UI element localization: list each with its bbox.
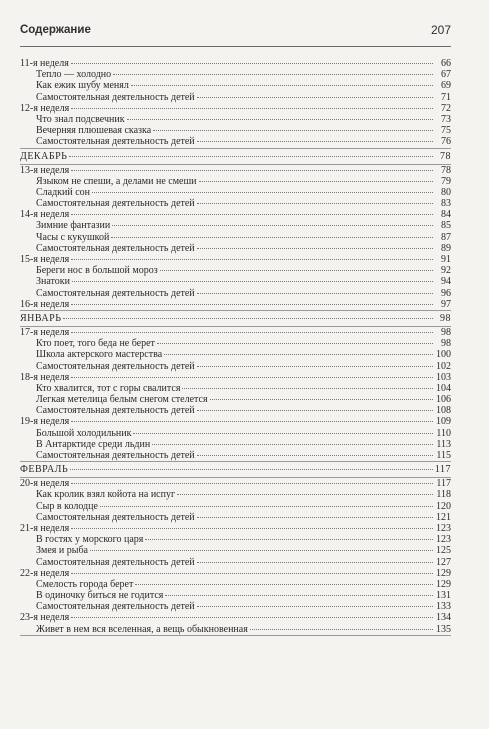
toc-week-entry bbox=[20, 327, 451, 338]
toc-leader-dots bbox=[71, 377, 433, 378]
toc-entry-text: 11-я неделя bbox=[20, 58, 69, 69]
toc-leader-dots bbox=[157, 343, 433, 344]
toc-leader-dots bbox=[197, 97, 433, 98]
toc-entry-text: В одиночку биться не годится bbox=[36, 590, 164, 602]
toc-page-number: 84 bbox=[441, 209, 451, 221]
toc-entry-text: Самостоятельная деятельность детей bbox=[36, 242, 195, 254]
toc-entry-text: Самостоятельная деятельность детей bbox=[36, 287, 195, 299]
toc-section bbox=[20, 149, 451, 311]
toc-leader-dots bbox=[197, 248, 433, 249]
toc-leader-dots bbox=[131, 85, 433, 86]
toc-leader-dots bbox=[71, 214, 433, 215]
toc-page-number: 106 bbox=[436, 394, 451, 406]
toc-section bbox=[20, 58, 451, 149]
toc-entry-text: Сыр в колодце bbox=[36, 500, 98, 512]
toc-entry-text: 22-я неделя bbox=[20, 567, 70, 579]
toc-page-number: 123 bbox=[436, 522, 451, 534]
toc-leader-dots bbox=[71, 108, 433, 109]
toc-leader-dots bbox=[165, 595, 433, 596]
toc-topic-entry bbox=[20, 349, 451, 360]
toc-leader-dots bbox=[197, 141, 433, 142]
toc-heading-text: ЯНВАРЬ bbox=[20, 312, 62, 324]
toc-topic-entry bbox=[20, 383, 451, 394]
toc-week-entry bbox=[20, 165, 451, 176]
page-title: Содержание bbox=[20, 24, 91, 36]
toc-page-number: 94 bbox=[441, 276, 451, 288]
toc-topic-entry bbox=[20, 601, 451, 612]
toc-page-number: 134 bbox=[436, 612, 451, 624]
toc-month-heading bbox=[20, 149, 451, 165]
toc-entry-text: Зимние фантазии bbox=[36, 220, 111, 232]
toc-leader-dots bbox=[197, 606, 433, 607]
toc-leader-dots bbox=[111, 237, 433, 238]
toc-leader-dots bbox=[113, 74, 433, 75]
toc-week-entry bbox=[20, 58, 451, 69]
toc-section bbox=[20, 462, 451, 636]
toc-topic-entry bbox=[20, 243, 451, 254]
toc-page-number: 100 bbox=[436, 349, 451, 361]
toc-topic-entry bbox=[20, 69, 451, 80]
toc-topic-entry bbox=[20, 394, 451, 405]
toc-entry-text: Самостоятельная деятельность детей bbox=[36, 360, 195, 372]
toc-page-number: 96 bbox=[441, 287, 451, 299]
toc-entry-text: Кто хвалится, тот с горы свалится bbox=[36, 382, 181, 394]
page-header bbox=[20, 22, 451, 47]
toc-topic-entry bbox=[20, 489, 451, 500]
toc-topic-entry bbox=[20, 288, 451, 299]
toc-entry-text: Часы с кукушкой bbox=[36, 231, 110, 243]
toc-leader-dots bbox=[69, 156, 433, 157]
toc-entry-text: Вечерняя плюшевая сказка bbox=[36, 125, 152, 137]
toc-topic-entry bbox=[20, 512, 451, 523]
toc-page-number: 80 bbox=[441, 186, 451, 198]
toc-entry-text: Легкая метелица белым снегом стелется bbox=[36, 394, 208, 406]
toc-entry-text: Самостоятельная деятельность детей bbox=[36, 91, 195, 103]
toc-leader-dots bbox=[71, 483, 433, 484]
toc-leader-dots bbox=[153, 130, 433, 131]
toc-week-entry bbox=[20, 254, 451, 265]
toc-entry-text: Тепло — холодно bbox=[36, 69, 112, 81]
toc-page-number: 108 bbox=[436, 405, 451, 417]
toc-leader-dots bbox=[100, 506, 433, 507]
page-number: 207 bbox=[430, 23, 451, 37]
toc-page-number: 98 bbox=[441, 326, 451, 338]
toc-week-entry bbox=[20, 612, 451, 623]
toc-page-number: 129 bbox=[436, 567, 451, 579]
toc-month-heading bbox=[20, 462, 451, 478]
toc-entry-text: 12-я неделя bbox=[20, 102, 70, 114]
toc-page-number: 91 bbox=[441, 254, 451, 265]
toc-page-number: 135 bbox=[436, 623, 451, 635]
toc-entry-text: 23-я неделя bbox=[20, 612, 70, 624]
toc-leader-dots bbox=[71, 332, 433, 333]
toc-leader-dots bbox=[152, 444, 433, 445]
toc-week-entry bbox=[20, 299, 451, 310]
toc-topic-entry bbox=[20, 590, 451, 601]
toc-page-number: 69 bbox=[441, 80, 451, 92]
toc-entry-text: Что знал подсвечник bbox=[36, 113, 125, 125]
toc-entry-text: В Антарктиде среди льдин bbox=[36, 438, 151, 450]
toc-entry-text: Самостоятельная деятельность детей bbox=[36, 198, 195, 210]
toc-entry-text: Школа актерского мастерства bbox=[36, 349, 163, 361]
toc-leader-dots bbox=[72, 281, 433, 282]
toc-leader-dots bbox=[71, 421, 433, 422]
toc-topic-entry bbox=[20, 361, 451, 372]
toc-entry-text: Самостоятельная деятельность детей bbox=[36, 136, 195, 148]
toc-month-heading bbox=[20, 311, 451, 327]
toc-page-number: 73 bbox=[441, 113, 451, 125]
toc-leader-dots bbox=[90, 550, 433, 551]
toc-leader-dots bbox=[112, 225, 433, 226]
toc-entry-text: Как ежик шубу менял bbox=[36, 80, 129, 92]
toc-section bbox=[20, 311, 451, 462]
toc-entry-text: Самостоятельная деятельность детей bbox=[36, 450, 195, 461]
toc-entry-text: Знатоки bbox=[36, 276, 70, 288]
toc-week-entry bbox=[20, 372, 451, 383]
toc-entry-text: 15-я неделя bbox=[20, 254, 70, 265]
toc-leader-dots bbox=[164, 354, 433, 355]
toc-topic-entry bbox=[20, 92, 451, 103]
toc-page-number: 110 bbox=[436, 427, 451, 439]
toc-leader-dots bbox=[145, 539, 433, 540]
toc-leader-dots bbox=[177, 494, 433, 495]
toc-topic-entry bbox=[20, 276, 451, 287]
toc-page-number: 123 bbox=[436, 534, 451, 546]
toc-topic-entry bbox=[20, 450, 451, 461]
toc-page-number: 120 bbox=[436, 500, 451, 512]
toc-entry-text: Смелость города берет bbox=[36, 578, 134, 590]
toc-leader-dots bbox=[71, 259, 433, 260]
toc-topic-entry bbox=[20, 265, 451, 276]
toc-topic-entry bbox=[20, 545, 451, 556]
toc-page-number: 125 bbox=[436, 545, 451, 557]
toc-entry-text: Береги нос в большой мороз bbox=[36, 265, 158, 277]
toc-page-number: 89 bbox=[441, 242, 451, 254]
toc-week-entry bbox=[20, 209, 451, 220]
toc-week-entry bbox=[20, 416, 451, 427]
toc-leader-dots bbox=[197, 517, 433, 518]
toc-page-number: 92 bbox=[441, 265, 451, 277]
toc-heading-text: ФЕВРАЛЬ bbox=[20, 464, 69, 476]
toc-leader-dots bbox=[197, 455, 433, 456]
toc-leader-dots bbox=[135, 584, 433, 585]
toc-week-entry bbox=[20, 103, 451, 114]
toc-page-number: 103 bbox=[436, 371, 451, 383]
toc-page-number: 67 bbox=[441, 69, 451, 81]
toc-topic-entry bbox=[20, 501, 451, 512]
toc-leader-dots bbox=[71, 573, 433, 574]
toc-entry-text: Языком не спеши, а делами не смеши bbox=[36, 175, 197, 187]
toc-page-number: 121 bbox=[436, 511, 451, 523]
toc-page-number: 78 bbox=[440, 150, 451, 162]
toc-topic-entry bbox=[20, 338, 451, 349]
toc-leader-dots bbox=[197, 366, 433, 367]
toc-entry-text: Самостоятельная деятельность детей bbox=[36, 556, 195, 568]
toc-page-number: 98 bbox=[440, 312, 451, 324]
toc-week-entry bbox=[20, 523, 451, 534]
toc-week-entry bbox=[20, 478, 451, 489]
toc-leader-dots bbox=[63, 318, 433, 319]
toc-entry-text: В гостях у морского царя bbox=[36, 534, 144, 546]
toc-page-number: 115 bbox=[436, 450, 451, 461]
toc-leader-dots bbox=[71, 170, 433, 171]
toc-leader-dots bbox=[70, 469, 433, 470]
toc-entry-text: Кто поет, того беда не берет bbox=[36, 338, 155, 350]
toc-page-number: 113 bbox=[436, 438, 451, 450]
toc-page-number: 71 bbox=[441, 91, 451, 103]
toc-entry-text: Самостоятельная деятельность детей bbox=[36, 405, 195, 417]
toc-entry-text: 19-я неделя bbox=[20, 416, 70, 428]
toc-entry-text: 21-я неделя bbox=[20, 522, 70, 534]
toc-heading-text: ДЕКАБРЬ bbox=[20, 150, 68, 162]
toc-leader-dots bbox=[197, 410, 433, 411]
toc-entry-text: Как кролик взял койота на испуг bbox=[36, 489, 176, 501]
toc-entry-text: Сладкий сон bbox=[36, 186, 91, 198]
toc-leader-dots bbox=[127, 119, 433, 120]
toc-page-number: 102 bbox=[436, 360, 451, 372]
toc-page-number: 75 bbox=[441, 125, 451, 137]
toc-topic-entry bbox=[20, 579, 451, 590]
toc-topic-entry bbox=[20, 114, 451, 125]
toc-topic-entry bbox=[20, 624, 451, 635]
toc-leader-dots bbox=[197, 203, 433, 204]
toc-leader-dots bbox=[182, 388, 433, 389]
toc-topic-entry bbox=[20, 136, 451, 147]
toc-page-number: 131 bbox=[436, 590, 451, 602]
toc-page-number: 129 bbox=[436, 578, 451, 590]
toc-topic-entry bbox=[20, 428, 451, 439]
toc-page-number: 79 bbox=[441, 175, 451, 187]
toc-topic-entry bbox=[20, 439, 451, 450]
toc-leader-dots bbox=[71, 528, 433, 529]
toc-leader-dots bbox=[133, 433, 433, 434]
toc-topic-entry bbox=[20, 80, 451, 91]
toc-page-number: 97 bbox=[441, 298, 451, 310]
toc-page-number: 117 bbox=[436, 478, 451, 490]
toc-topic-entry bbox=[20, 125, 451, 136]
toc-leader-dots bbox=[197, 293, 433, 294]
toc-topic-entry bbox=[20, 405, 451, 416]
toc-entry-text: Самостоятельная деятельность детей bbox=[36, 601, 195, 613]
toc-week-entry bbox=[20, 568, 451, 579]
toc-leader-dots bbox=[210, 399, 433, 400]
toc-leader-dots bbox=[92, 192, 433, 193]
toc-entry-text: Большой холодильник bbox=[36, 427, 132, 439]
toc-topic-entry bbox=[20, 176, 451, 187]
toc-entry-text: 17-я неделя bbox=[20, 326, 70, 338]
toc-entry-text: Змея и рыба bbox=[36, 545, 88, 557]
toc-entry-text: 13-я неделя bbox=[20, 164, 70, 176]
toc-page-number: 127 bbox=[436, 556, 451, 568]
toc-page-number: 87 bbox=[441, 231, 451, 243]
toc-entry-text: 20-я неделя bbox=[20, 478, 70, 490]
toc-page-number: 118 bbox=[436, 489, 451, 501]
toc-entry-text: 16-я неделя bbox=[20, 298, 70, 310]
toc-leader-dots bbox=[71, 617, 433, 618]
toc-page-number: 85 bbox=[441, 220, 451, 232]
toc-topic-entry bbox=[20, 198, 451, 209]
toc-leader-dots bbox=[71, 63, 433, 64]
toc-page-number: 72 bbox=[441, 102, 451, 114]
toc-page-number: 104 bbox=[436, 382, 451, 394]
toc-leader-dots bbox=[197, 562, 433, 563]
toc-entry-text: 14-я неделя bbox=[20, 209, 70, 221]
toc-topic-entry bbox=[20, 187, 451, 198]
toc-page-number: 76 bbox=[441, 136, 451, 148]
toc-topic-entry bbox=[20, 534, 451, 545]
toc-page-number: 133 bbox=[436, 601, 451, 613]
toc-entry-text: Самостоятельная деятельность детей bbox=[36, 511, 195, 523]
toc-leader-dots bbox=[199, 181, 433, 182]
toc-topic-entry bbox=[20, 232, 451, 243]
toc-entry-text: Живет в нем вся вселенная, а вещь обыкновенная bbox=[36, 623, 248, 635]
table-of-contents bbox=[20, 58, 451, 636]
toc-entry-text: 18-я неделя bbox=[20, 371, 70, 383]
toc-page-number: 78 bbox=[441, 164, 451, 176]
toc-page-number: 66 bbox=[441, 58, 451, 69]
toc-leader-dots bbox=[71, 304, 433, 305]
toc-page-number: 117 bbox=[434, 464, 451, 476]
toc-topic-entry bbox=[20, 220, 451, 231]
toc-page-number: 98 bbox=[441, 338, 451, 350]
toc-page-number: 83 bbox=[441, 198, 451, 210]
toc-topic-entry bbox=[20, 557, 451, 568]
toc-leader-dots bbox=[160, 270, 433, 271]
toc-page-number: 109 bbox=[436, 416, 451, 428]
toc-leader-dots bbox=[250, 629, 433, 630]
